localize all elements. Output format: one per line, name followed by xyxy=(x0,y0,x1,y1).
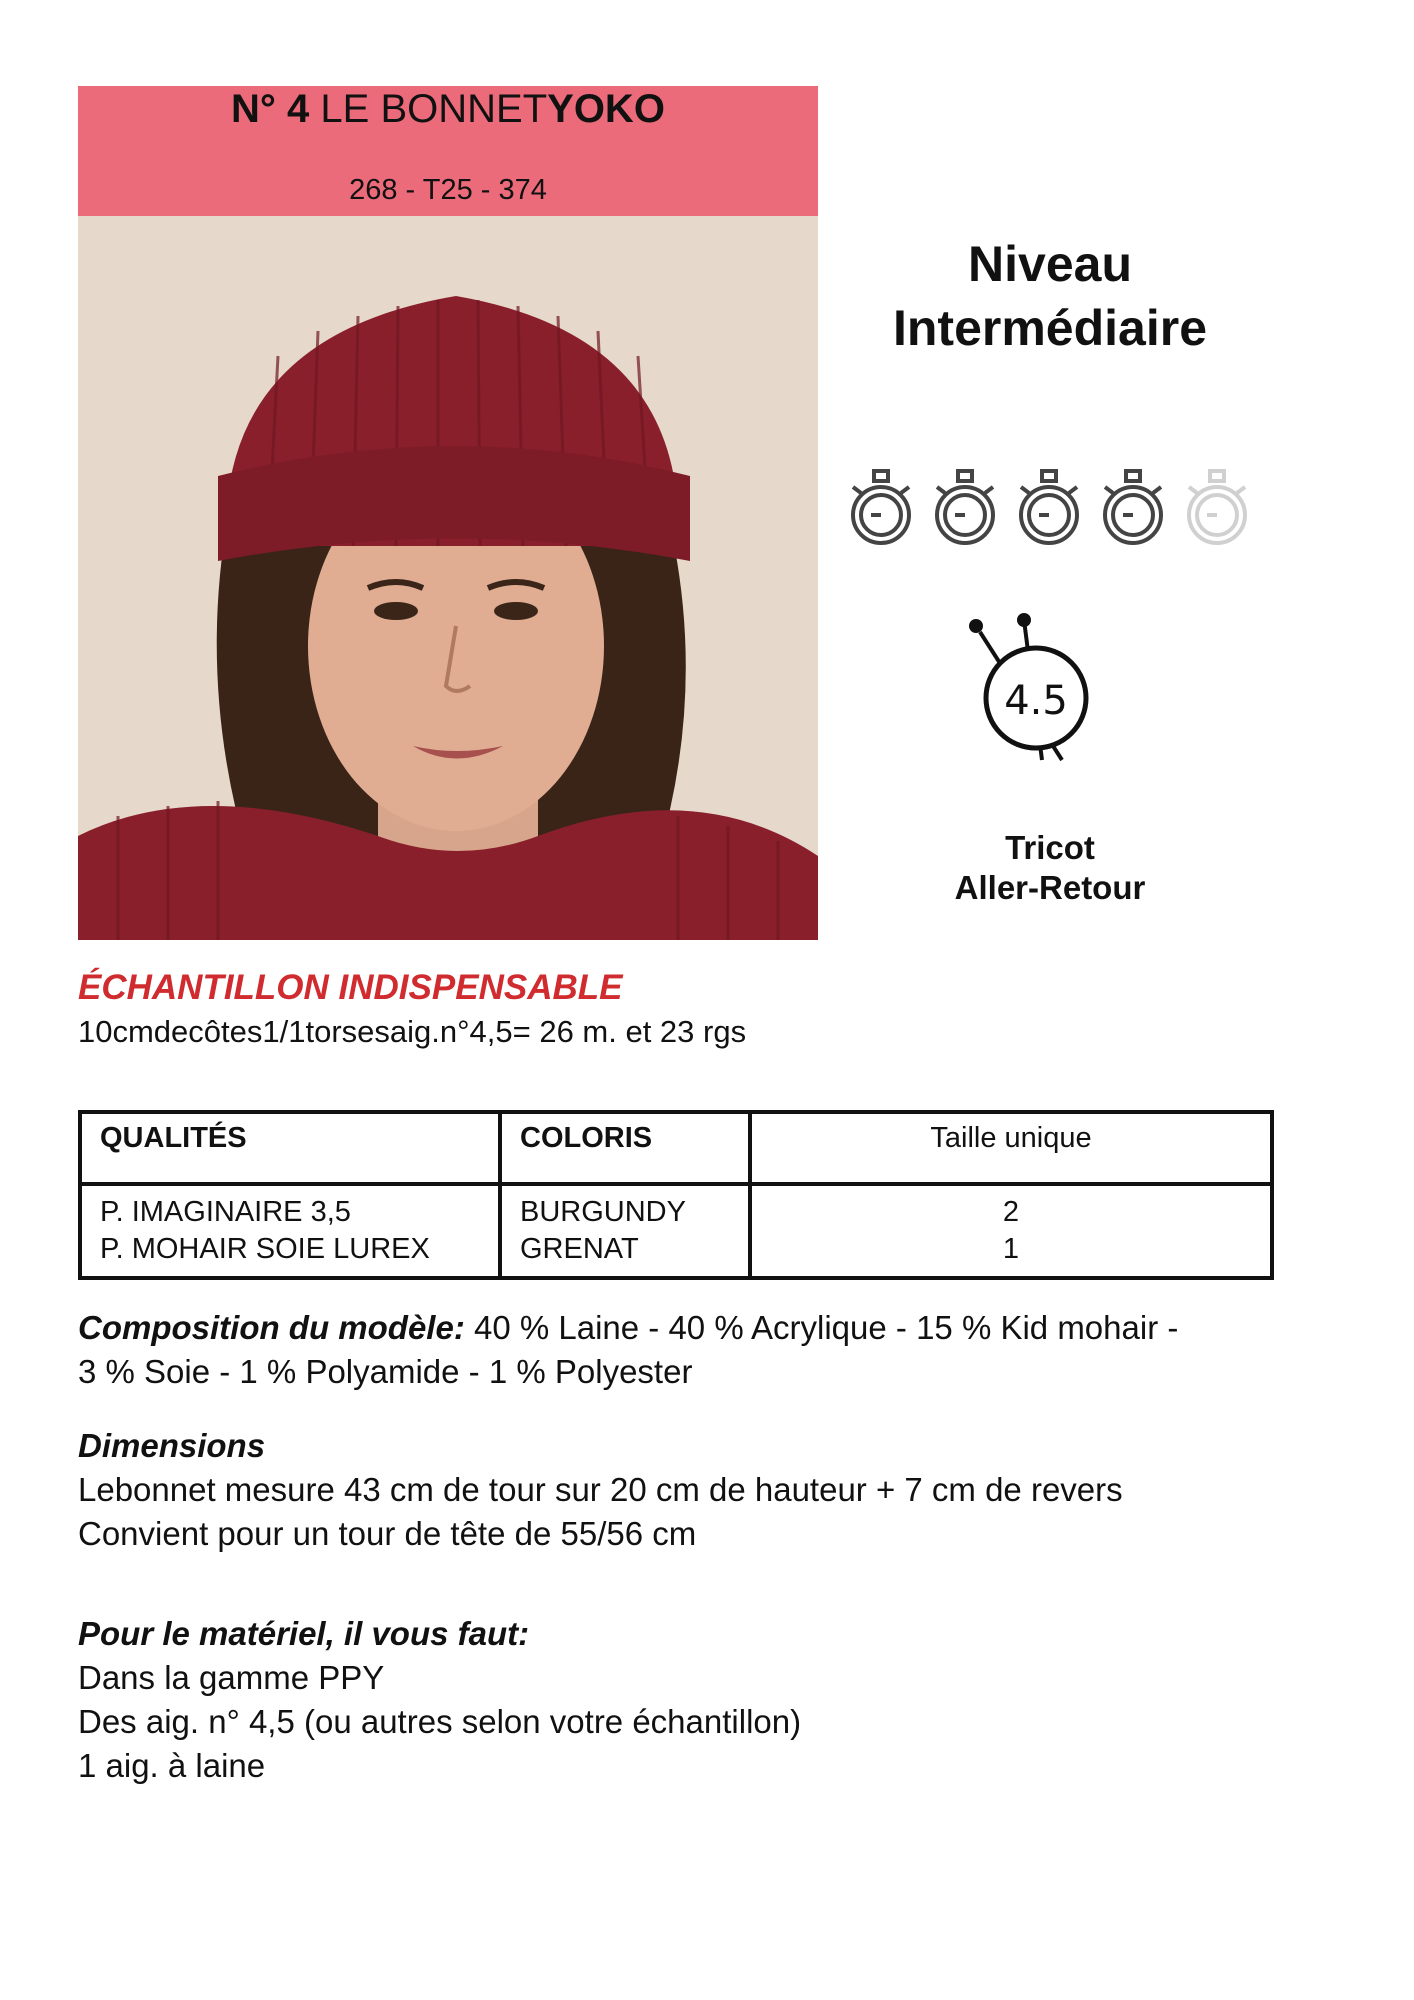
technique-line-2: Aller-Retour xyxy=(954,869,1146,906)
table-header-row xyxy=(80,1112,1272,1184)
difficulty-level xyxy=(860,232,1240,360)
title-band xyxy=(78,86,818,216)
dimensions-line-1: Lebonnet mesure 43 cm de tour sur 20 cm de hauteur + 7 cm de revers xyxy=(78,1471,1123,1508)
knitting-needle-icon xyxy=(962,612,1102,772)
sample-heading: ÉCHANTILLON INDISPENSABLE xyxy=(78,968,623,1007)
stopwatch-icon xyxy=(845,465,917,549)
needle-size-value: 4.5 xyxy=(1004,678,1068,724)
model-photo xyxy=(78,216,818,940)
coloris-2: GRENAT xyxy=(520,1233,639,1265)
level-label: Niveau xyxy=(968,236,1132,292)
cell-quantites xyxy=(750,1184,1272,1278)
dimensions-section xyxy=(78,1424,1123,1556)
stopwatch-icon-empty xyxy=(1181,465,1253,549)
composition-text-1: 40 % Laine - 40 % Acrylique - 15 % Kid mohair - xyxy=(464,1309,1179,1346)
dimensions-line-2: Convient pour un tour de tête de 55/56 cm xyxy=(78,1515,697,1552)
qualite-1: P. IMAGINAIRE 3,5 xyxy=(100,1196,351,1228)
table-row xyxy=(80,1184,1272,1278)
stopwatch-icon xyxy=(1013,465,1085,549)
yarn-table xyxy=(78,1110,1274,1280)
technique-line-1: Tricot xyxy=(1005,829,1095,866)
cell-coloris xyxy=(500,1184,750,1278)
materiel-section xyxy=(78,1612,801,1788)
header-qualites: QUALITÉS xyxy=(80,1112,500,1184)
pattern-title xyxy=(78,86,818,132)
pattern-name-prefix: LE BONNET xyxy=(320,87,548,131)
materiel-line-3: 1 aig. à laine xyxy=(78,1747,266,1784)
composition-section xyxy=(78,1306,1388,1394)
pattern-name: YOKO xyxy=(547,87,665,131)
stopwatch-icon xyxy=(929,465,1001,549)
pattern-reference: 268 - T25 - 374 xyxy=(349,174,547,206)
pattern-number: N° 4 xyxy=(231,87,310,131)
composition-heading: Composition du modèle: xyxy=(78,1309,465,1346)
coloris-1: BURGUNDY xyxy=(520,1196,686,1228)
dimensions-heading: Dimensions xyxy=(78,1427,266,1464)
needle-size-badge xyxy=(962,612,1102,777)
header-taille: Taille unique xyxy=(750,1112,1272,1184)
composition-text-2: 3 % Soie - 1 % Polyamide - 1 % Polyester xyxy=(78,1353,693,1390)
qualite-2: P. MOHAIR SOIE LUREX xyxy=(100,1233,430,1265)
quantite-2: 1 xyxy=(1002,1233,1020,1265)
stopwatch-icon xyxy=(1097,465,1169,549)
quantite-1: 2 xyxy=(1002,1196,1020,1228)
header-coloris: COLORIS xyxy=(500,1112,750,1184)
sample-text: 10cmdecôtes1/1torsesaig.n°4,5= 26 m. et 23 rgs xyxy=(78,1014,747,1049)
materiel-line-1: Dans la gamme PPY xyxy=(78,1659,385,1696)
materiel-heading: Pour le matériel, il vous faut: xyxy=(78,1615,530,1652)
difficulty-rating xyxy=(845,465,1253,549)
cell-qualites xyxy=(80,1184,500,1278)
technique xyxy=(900,828,1200,908)
level-value: Intermédiaire xyxy=(892,300,1207,356)
materiel-line-2: Des aig. n° 4,5 (ou autres selon votre échantillon) xyxy=(78,1703,802,1740)
